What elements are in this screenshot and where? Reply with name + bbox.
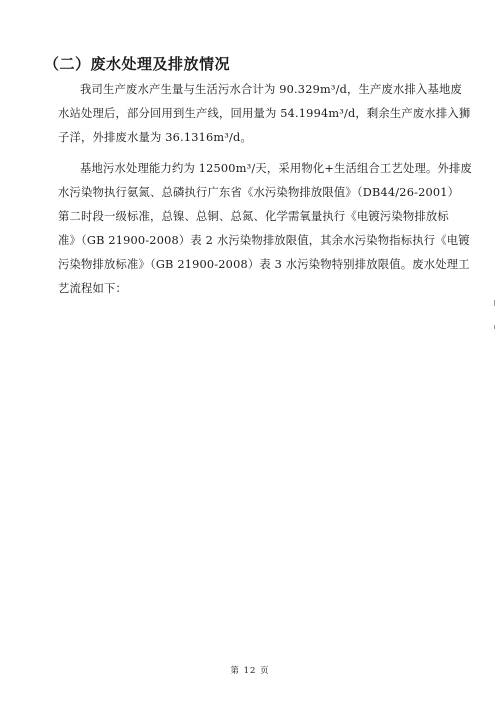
paragraph-line: 子洋，外排废水量为 36.1316m³/d。 (58, 131, 252, 144)
paragraph-treatment-standards (58, 157, 472, 301)
paragraph-line: 艺流程如下： (58, 282, 127, 295)
paragraph-wastewater-volume (58, 78, 471, 150)
paragraph-line: 水污染物执行氨氮、总磷执行广东省《水污染物排放限值》（DB44/26-2001） (58, 186, 460, 199)
paragraph-line: 我司生产废水产生量与生活污水合计为 90.329m³/d，生产废水排入基地废 (80, 83, 463, 96)
scan-margin-mark (494, 300, 495, 306)
paragraph-line: 基地污水处理能力约为 12500m³/天，采用物化+生活组合工艺处理。外排废 (80, 162, 472, 175)
section-heading: （二）废水处理及排放情况 (44, 55, 231, 73)
page-number: 第 12 页 (230, 666, 270, 676)
scan-margin-mark (494, 325, 495, 329)
paragraph-line: 第二时段一级标准，总镍、总铜、总氮、化学需氧量执行《电镀污染物排放标 (58, 210, 449, 223)
paragraph-line: 准》（GB 21900-2008）表 2 水污染物排放限值，其余水污染物指标执行《电镀 (58, 234, 470, 247)
paragraph-line: 水站处理后，部分回用到生产线，回用量为 54.1994m³/d，剩余生产废水排入狮 (58, 107, 471, 120)
paragraph-line: 污染物排放标准》（GB 21900-2008）表 3 水污染物特别排放限值。废水处理工 (58, 258, 470, 271)
